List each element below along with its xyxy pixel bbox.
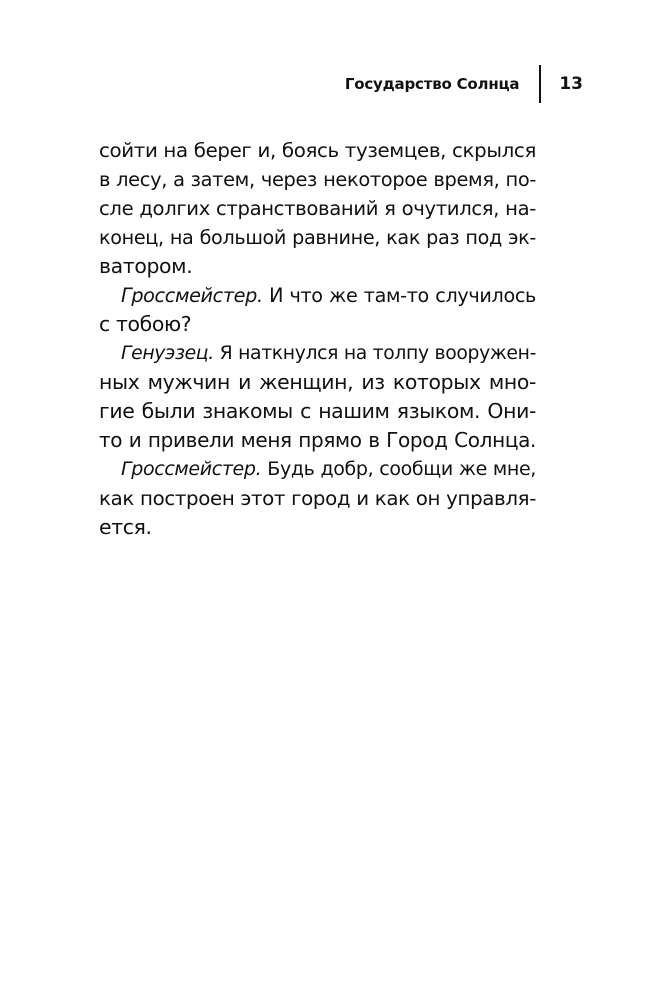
- page-number: 13: [559, 74, 583, 94]
- text-line: [99, 484, 536, 513]
- text-line: [99, 455, 536, 484]
- speaker-label: Генуэзец.: [121, 343, 214, 364]
- text-line: [99, 165, 536, 194]
- text-line: [99, 368, 536, 397]
- line-text: как построен этот город и как он управля-: [99, 487, 536, 510]
- body-text: [99, 136, 536, 542]
- line-text: сле долгих странствований я очутился, на-: [99, 197, 536, 220]
- text-line: [99, 136, 536, 165]
- text-line: [99, 513, 536, 542]
- text-line: [99, 281, 536, 310]
- running-head: [345, 64, 583, 104]
- text-line: [99, 252, 536, 281]
- line-text: то и привели меня прямо в Город Солнца.: [99, 428, 536, 452]
- line-text: гие были знакомы с нашим языком. Они-: [99, 399, 536, 423]
- text-line: [99, 223, 536, 252]
- text-line: [99, 397, 536, 426]
- text-line: [99, 310, 536, 339]
- speaker-label: Гроссмейстер.: [121, 458, 262, 480]
- text-line: [99, 339, 536, 368]
- line-text: ется.: [99, 515, 152, 539]
- line-text: конец, на большой равнине, как раз под эк-: [99, 226, 536, 249]
- line-text: ных мужчин и женщин, из которых мно-: [99, 370, 536, 394]
- line-text: Я наткнулся на толпу вооружен-: [213, 343, 536, 364]
- line-text: Будь добр, сообщи же мне,: [261, 458, 536, 480]
- speaker-label: Гроссмейстер.: [121, 284, 263, 307]
- line-text: с тобою?: [99, 312, 192, 336]
- line-text: И что же там-то случилось: [262, 284, 536, 307]
- running-title: Государство Солнца: [344, 75, 520, 93]
- line-text: ватором.: [99, 254, 193, 278]
- text-line: [99, 426, 536, 455]
- text-line: [99, 194, 536, 223]
- line-text: в лесу, а затем, через некоторое время, по-: [99, 168, 536, 191]
- header-divider: [539, 65, 541, 103]
- line-text: сойти на берег и, боясь туземцев, скрылся: [99, 139, 536, 162]
